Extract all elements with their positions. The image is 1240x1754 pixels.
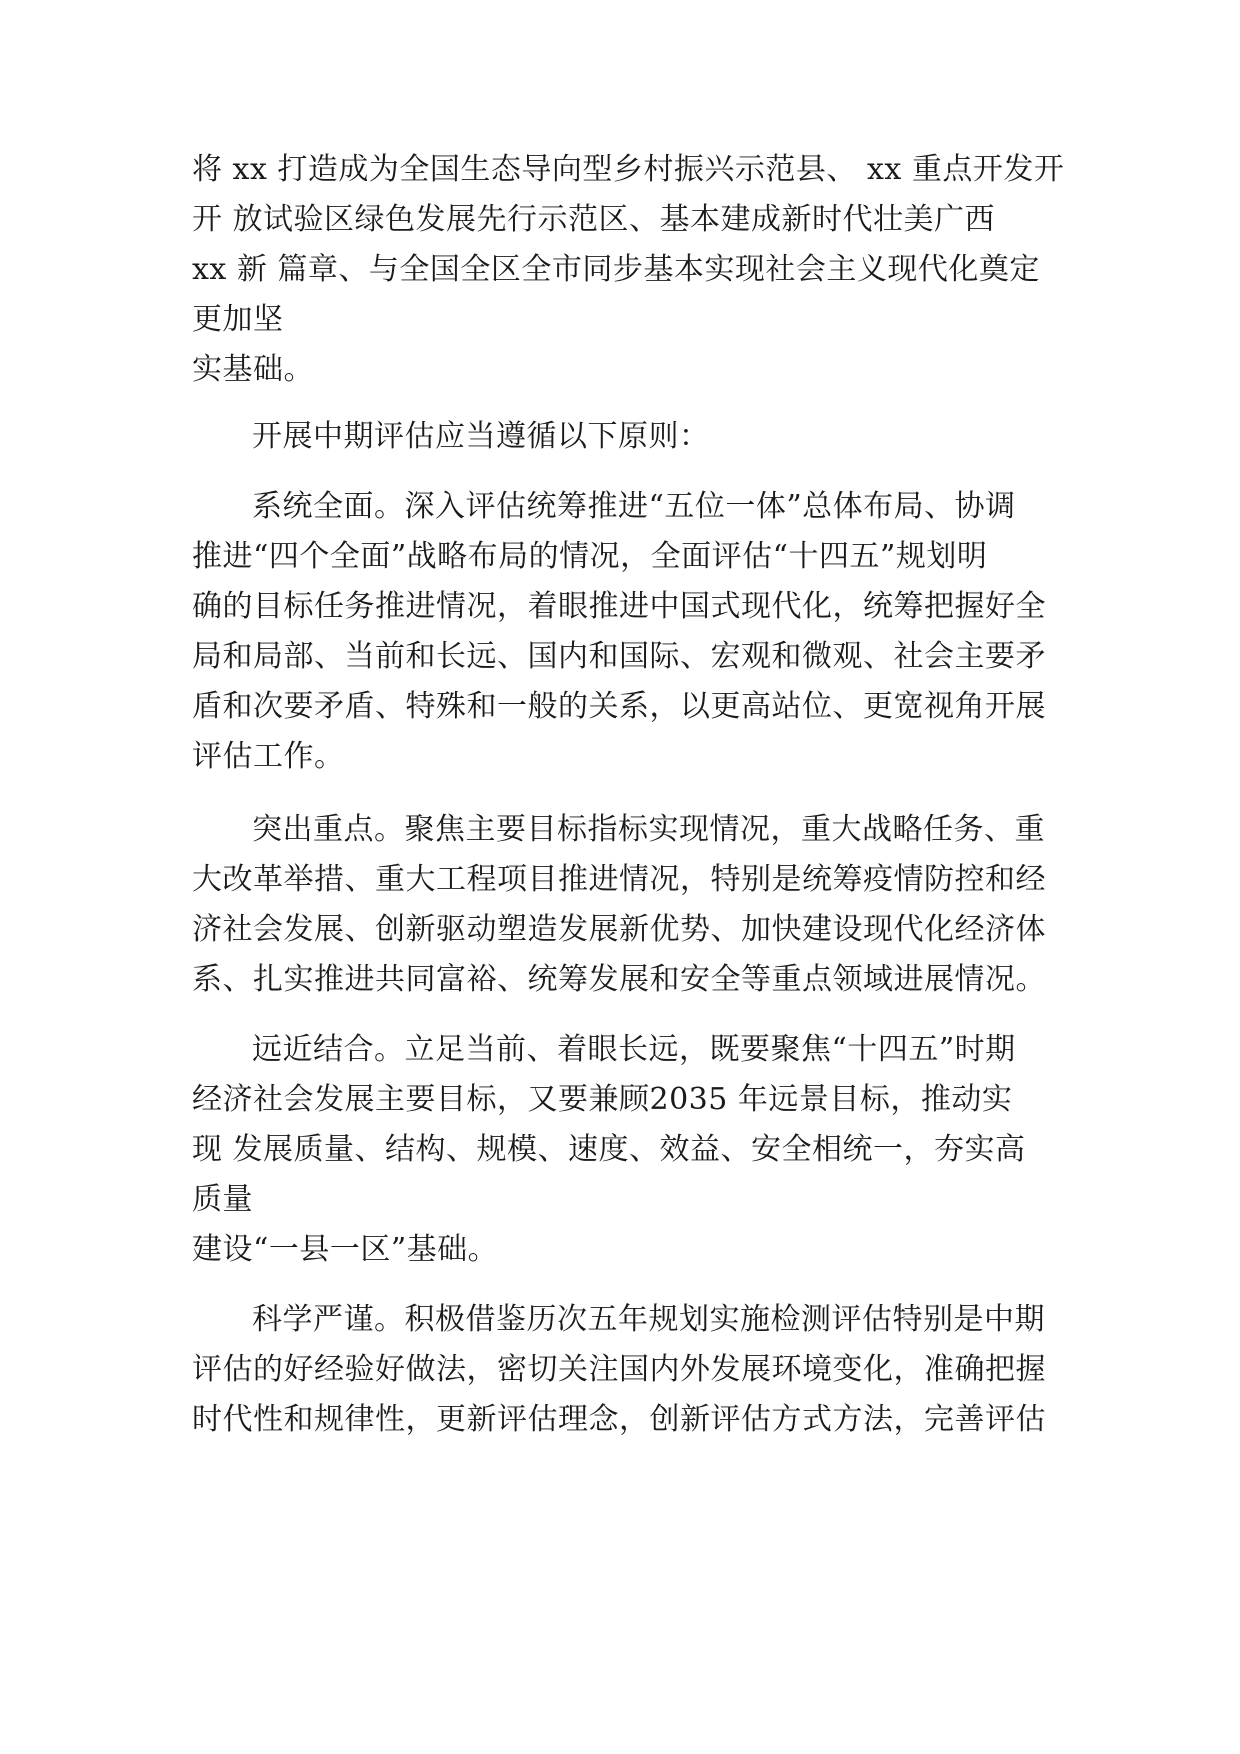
paragraph-4-line-4: 系、扎实推进共同富裕、统筹发展和安全等重点领域进展情况。 [192, 962, 1046, 997]
paragraph-5-line-3: 现 发展质量、结构、规模、速度、效益、安全相统一，夯实高 [192, 1132, 1026, 1167]
paragraph-3-line-1: 系统全面。深入评估统筹推进“五位一体”总体布局、协调 [252, 489, 1016, 524]
paragraph-3-line-2: 推进“四个全面”战略布局的情况，全面评估“十四五”规划明 [192, 539, 988, 574]
paragraph-4-line-2: 大改革举措、重大工程项目推进情况，特别是统筹疫情防控和经 [192, 862, 1046, 897]
paragraph-5-line-2: 经济社会发展主要目标，又要兼顾2035 年远景目标，推动实 [192, 1082, 1013, 1117]
paragraph-5-line-4: 质量 [192, 1182, 253, 1217]
paragraph-2-line-1: 开展中期评估应当遵循以下原则： [252, 419, 710, 454]
paragraph-5-line-5: 建设“一县一区”基础。 [192, 1232, 499, 1267]
paragraph-3-line-3: 确的目标任务推进情况，着眼推进中国式现代化，统筹把握好全 [192, 589, 1046, 624]
paragraph-3-line-5: 盾和次要矛盾、特殊和一般的关系，以更高站位、更宽视角开展 [192, 689, 1046, 724]
paragraph-5-line-1: 远近结合。立足当前、着眼长远，既要聚焦“十四五”时期 [252, 1032, 1016, 1067]
paragraph-3-line-4: 局和局部、当前和长远、国内和国际、宏观和微观、社会主要矛 [192, 639, 1046, 674]
paragraph-6-line-2: 评估的好经验好做法，密切关注国内外发展环境变化，准确把握 [192, 1352, 1046, 1387]
paragraph-6-line-3: 时代性和规律性，更新评估理念，创新评估方式方法，完善评估 [192, 1402, 1046, 1437]
paragraph-1-line-4: 更加坚 [192, 302, 284, 337]
paragraph-4-line-1: 突出重点。聚焦主要目标指标实现情况，重大战略任务、重 [252, 812, 1045, 847]
paragraph-1-line-3: xx 新 篇章、与全国全区全市同步基本实现社会主义现代化奠定 [192, 252, 1040, 287]
paragraph-1-line-1: 将 xx 打造成为全国生态导向型乡村振兴示范县、 xx 重点开发开 [192, 152, 1065, 187]
paragraph-4-line-3: 济社会发展、创新驱动塑造发展新优势、加快建设现代化经济体 [192, 912, 1046, 947]
paragraph-6-line-1: 科学严谨。积极借鉴历次五年规划实施检测评估特别是中期 [252, 1302, 1045, 1337]
paragraph-3-line-6: 评估工作。 [192, 739, 345, 774]
paragraph-1-line-5: 实基础。 [192, 352, 314, 387]
paragraph-1-line-2: 开 放试验区绿色发展先行示范区、基本建成新时代壮美广西 [192, 202, 996, 237]
